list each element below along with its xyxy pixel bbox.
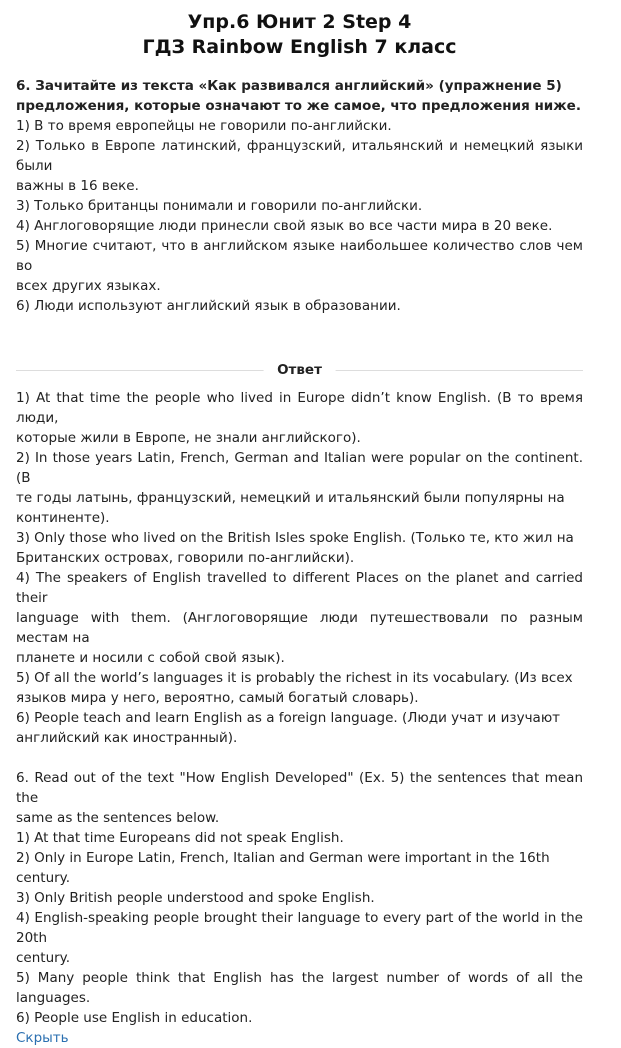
answer-line: английский как иностранный).: [16, 730, 238, 746]
answer-block: [16, 388, 583, 748]
task-item: всех других языках.: [16, 278, 161, 294]
translation-block: [16, 768, 583, 1028]
answer-line: language with them. (Англоговорящие люди путешествовали по разным местам на: [16, 610, 583, 646]
translation-line: same as the sentences below.: [16, 810, 220, 826]
answer-line: 4) The speakers of English travelled to different Places on the planet and carried their: [16, 570, 583, 606]
task-item: 3) Только британцы понимали и говорили по-английски.: [16, 198, 423, 214]
answer-line: 1) At that time the people who lived in Europe didn’t know English. (В то время люди,: [16, 390, 583, 426]
translation-line: 5) Many people think that English has the largest number of words of all the languages.: [16, 970, 583, 1006]
title-line-1: Упр.6 Юнит 2 Step 4: [187, 11, 412, 33]
task-block: [16, 76, 583, 316]
answer-divider: [16, 360, 583, 380]
answer-line: континенте).: [16, 510, 110, 526]
translation-line: 4) English-speaking people brought their language to every part of the world in the 20th: [16, 910, 583, 946]
answer-line: 2) In those years Latin, French, German and Italian were popular on the continent. (В: [16, 450, 583, 486]
task-item: важны в 16 веке.: [16, 178, 139, 194]
answer-line: 3) Only those who lived on the British Isles spoke English. (Только те, кто жил на: [16, 530, 574, 546]
spacer: [16, 748, 583, 768]
answer-heading: Ответ: [263, 360, 336, 380]
task-instruction-line-2: предложения, которые означают то же самое, что предложения ниже.: [16, 98, 581, 114]
answer-line: Британских островах, говорили по-английски).: [16, 550, 355, 566]
translation-line: 1) At that time Europeans did not speak English.: [16, 830, 344, 846]
answer-line: которые жили в Европе, не знали английского).: [16, 430, 361, 446]
task-item: 1) В то время европейцы не говорили по-английски.: [16, 118, 392, 134]
answer-line: планете и носили с собой свой язык).: [16, 650, 285, 666]
answer-line: 6) People teach and learn English as a foreign language. (Люди учат и изучают: [16, 710, 561, 726]
task-item: 4) Англоговорящие люди принесли свой язык во все части мира в 20 веке.: [16, 218, 553, 234]
page-title: [16, 0, 583, 60]
hide-link[interactable]: Скрыть: [16, 1030, 69, 1046]
task-item: 2) Только в Европе латинский, французский, итальянский и немецкий языки были: [16, 138, 583, 174]
answer-line: 5) Of all the world’s languages it is probably the richest in its vocabulary. (Из всех: [16, 670, 573, 686]
task-item: 6) Люди используют английский язык в образовании.: [16, 298, 401, 314]
translation-line: 6. Read out of the text "How English Developed" (Ex. 5) the sentences that mean the: [16, 770, 583, 806]
translation-line: 2) Only in Europe Latin, French, Italian and German were important in the 16th: [16, 850, 550, 866]
translation-line: century.: [16, 870, 71, 886]
translation-line: 6) People use English in education.: [16, 1010, 253, 1026]
answer-line: языков мира у него, вероятно, самый богатый словарь).: [16, 690, 419, 706]
task-instruction-line-1: 6. Зачитайте из текста «Как развивался английский» (упражнение 5): [16, 78, 562, 94]
task-item: 5) Многие считают, что в английском языке наибольшее количество слов чем во: [16, 238, 583, 274]
title-line-2: ГДЗ Rainbow English 7 класс: [142, 36, 457, 58]
translation-line: 3) Only British people understood and spoke English.: [16, 890, 375, 906]
answer-line: те годы латынь, французский, немецкий и итальянский были популярны на: [16, 490, 565, 506]
translation-line: century.: [16, 950, 71, 966]
